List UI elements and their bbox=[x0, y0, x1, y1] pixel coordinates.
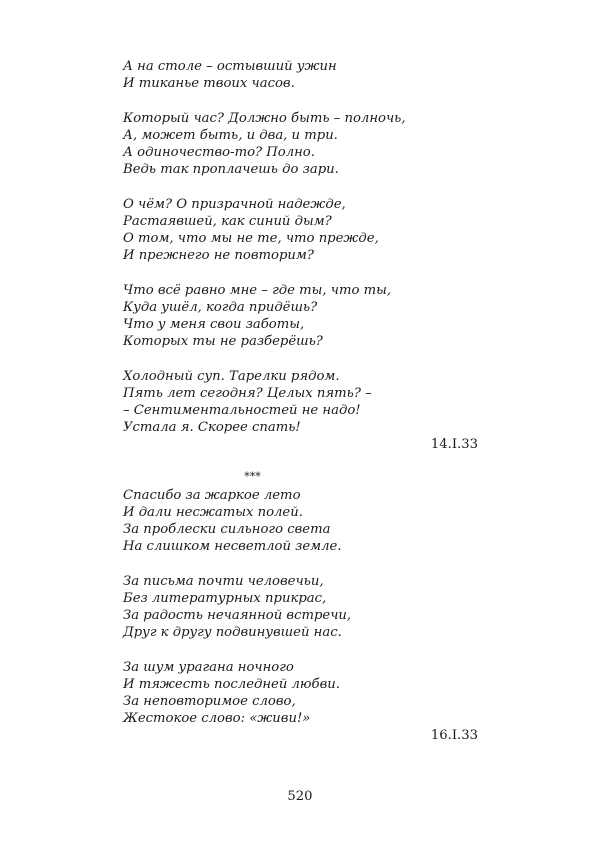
poem-date: 14.I.33 bbox=[430, 437, 478, 452]
verse-line: Без литературных прикрас, bbox=[123, 591, 327, 606]
verse-line: И тиканье твоих часов. bbox=[123, 76, 295, 91]
verse-line: И прежнего не повторим? bbox=[123, 248, 314, 263]
verse-line: За радость нечаянной встречи, bbox=[123, 608, 352, 623]
verse-line: Жестокое слово: «живи!» bbox=[123, 711, 311, 726]
poem-date: 16.I.33 bbox=[430, 728, 478, 743]
verse-line: И дали несжатых полей. bbox=[123, 505, 303, 520]
verse-line: А, может быть, и два, и три. bbox=[123, 128, 338, 143]
verse-line: На слишком несветлой земле. bbox=[123, 539, 342, 554]
verse-line: Растаявшей, как синий дым? bbox=[123, 214, 332, 229]
section-separator: *** bbox=[244, 470, 261, 483]
verse-line: Что у меня свои заботы, bbox=[123, 317, 305, 332]
verse-line: За шум урагана ночного bbox=[123, 660, 294, 675]
verse-line: Друг к другу подвинувшей нас. bbox=[123, 625, 342, 640]
verse-line: Устала я. Скорее спать! bbox=[123, 420, 301, 435]
verse-line: О том, что мы не те, что прежде, bbox=[123, 231, 379, 246]
verse-line: Который час? Должно быть – полночь, bbox=[123, 111, 406, 126]
verse-line: – Сентиментальностей не надо! bbox=[123, 403, 361, 418]
verse-line: Что всё равно мне – где ты, что ты, bbox=[123, 283, 392, 298]
verse-line: За проблески сильного света bbox=[123, 522, 331, 537]
verse-line: Пять лет сегодня? Целых пять? – bbox=[123, 386, 372, 401]
verse-line: Ведь так проплачешь до зари. bbox=[123, 162, 339, 177]
verse-line: За неповторимое слово, bbox=[123, 694, 296, 709]
verse-line: За письма почти человечьи, bbox=[123, 574, 324, 589]
verse-line: И тяжесть последней любви. bbox=[123, 677, 340, 692]
verse-line: А на столе – остывший ужин bbox=[123, 59, 337, 74]
verse-line: Которых ты не разберёшь? bbox=[123, 334, 323, 349]
verse-line: Спасибо за жаркое лето bbox=[123, 488, 301, 503]
page-number: 520 bbox=[287, 789, 313, 804]
verse-line: Куда ушёл, когда придёшь? bbox=[123, 300, 318, 315]
verse-line: О чём? О призрачной надежде, bbox=[123, 197, 346, 212]
verse-line: Холодный суп. Тарелки рядом. bbox=[123, 369, 340, 384]
verse-line: А одиночество-то? Полно. bbox=[123, 145, 315, 160]
